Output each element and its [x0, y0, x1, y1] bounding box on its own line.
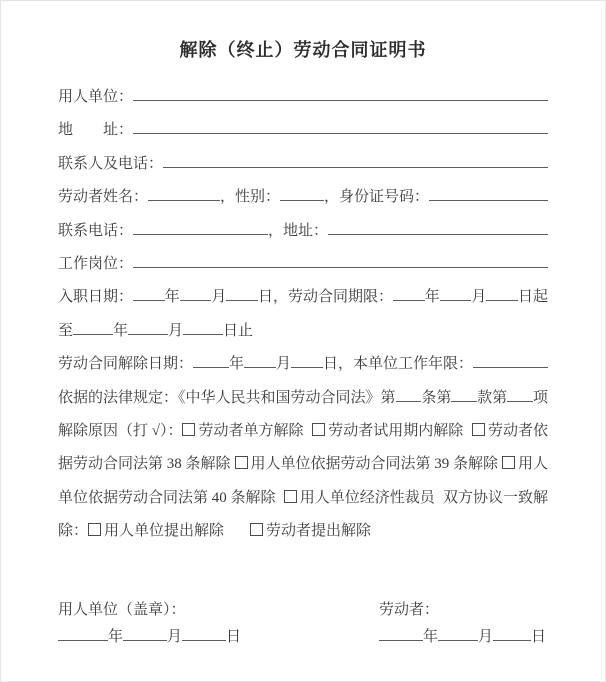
text-label: 月	[168, 322, 184, 339]
text-label: 条第	[421, 389, 452, 406]
spacer	[435, 501, 443, 502]
form-line-termination-reason-1	[58, 419, 548, 452]
text-label: ，地址：	[268, 222, 329, 239]
form-line-termination-date-service-years	[58, 352, 548, 385]
text-label: 日	[531, 629, 547, 646]
signature-employee-label: 劳动者：	[379, 602, 440, 619]
page-title: 解除（终止）劳动合同证明书	[179, 40, 427, 60]
text-label: ，身份证号码：	[324, 189, 430, 206]
spacer	[224, 534, 250, 535]
checkbox-employer-article40	[502, 456, 515, 469]
signature-employee	[379, 598, 548, 646]
text-label: 月	[167, 629, 183, 646]
blank-field	[486, 298, 518, 301]
blank-field	[133, 298, 165, 301]
text-label: 用人单位依据劳动合同法第 39 条解除	[250, 456, 499, 473]
text-label: 款第	[477, 389, 508, 406]
blank-field	[379, 638, 423, 641]
text-label: 据劳动合同法第 38 条解除	[58, 456, 231, 473]
blank-field	[133, 265, 548, 268]
blank-field	[133, 232, 268, 235]
checkbox-employee-probation	[312, 423, 325, 436]
form-line-contact-person-phone	[58, 152, 548, 185]
form-line-termination-reason-4	[58, 519, 548, 552]
signature-section	[1, 598, 605, 646]
text-label: 用人	[518, 456, 549, 473]
text-label: 入职日期：	[58, 289, 134, 306]
form-line-employer-address	[58, 118, 548, 151]
blank-field	[128, 332, 168, 335]
text-label: 双方协议一致解	[443, 489, 549, 506]
text-label: 劳动者提出解除	[266, 523, 372, 540]
text-label: 解除原因（打 √）：	[58, 422, 183, 439]
text-label: 单位依据劳动合同法第 40 条解除	[58, 489, 276, 506]
spacer	[304, 434, 313, 435]
text-label: 日，本单位工作年限：	[323, 356, 474, 373]
text-label: 年	[229, 356, 245, 373]
text-label: 至	[58, 322, 74, 339]
blank-field	[396, 399, 422, 402]
blank-field	[182, 638, 226, 641]
text-label: 项	[532, 389, 548, 406]
text-label: 月	[211, 289, 227, 306]
blank-field	[291, 365, 323, 368]
text-label: 用人单位：	[58, 89, 134, 105]
checkbox-employer-layoff	[284, 490, 297, 503]
form-line-contract-term-end	[58, 319, 548, 352]
text-label: 劳动者依	[487, 422, 548, 439]
blank-field	[73, 332, 113, 335]
blank-field	[123, 638, 167, 641]
text-label: 劳动者试用期内解除	[328, 422, 464, 439]
text-label: 劳动者姓名：	[58, 189, 149, 206]
text-label: 劳动者单方解除	[198, 422, 304, 439]
blank-field	[429, 198, 548, 201]
signature-employer-label: 用人单位（盖章）：	[58, 602, 186, 619]
blank-field	[438, 638, 478, 641]
text-label: 用人单位提出解除	[104, 523, 225, 540]
blank-field	[133, 98, 548, 101]
form-line-worker-phone-address	[58, 219, 548, 252]
checkbox-employee-article38	[472, 423, 485, 436]
text-label: 劳动合同解除日期：	[58, 356, 194, 373]
form-lines	[1, 85, 605, 552]
text-label: 工作岗位：	[58, 255, 134, 272]
spacer	[463, 434, 472, 435]
form-line-employer-name	[58, 85, 548, 118]
checkbox-employee-unilateral	[182, 423, 195, 436]
blank-field	[473, 365, 548, 368]
text-label: 年	[108, 629, 124, 646]
spacer	[276, 501, 284, 502]
text-label: 日	[226, 629, 242, 646]
blank-field	[393, 298, 425, 301]
text-label: 日起	[518, 289, 549, 306]
form-line-termination-reason-3	[58, 486, 548, 519]
signature-employer-date	[58, 625, 379, 646]
text-label: 联系电话：	[58, 222, 134, 239]
text-label: 年	[164, 289, 180, 306]
checkbox-employer-article39	[235, 456, 248, 469]
text-label: 年	[113, 322, 129, 339]
form-line-job-position	[58, 252, 548, 285]
signature-employer	[58, 598, 379, 646]
blank-field	[148, 198, 220, 201]
text-label: 月	[471, 289, 487, 306]
blank-field	[328, 232, 548, 235]
form-line-termination-reason-2	[58, 452, 548, 485]
text-label: ，性别：	[220, 189, 281, 206]
text-label: 用人单位经济性裁员	[299, 489, 435, 506]
blank-field	[193, 365, 229, 368]
text-label: 月	[478, 629, 494, 646]
blank-field	[133, 131, 548, 134]
text-label: 联系人及电话：	[58, 155, 164, 172]
blank-field	[226, 298, 258, 301]
checkbox-employer-proposed	[88, 523, 101, 536]
blank-field	[493, 638, 531, 641]
blank-field	[183, 332, 223, 335]
text-label: 日，劳动合同期限：	[258, 289, 394, 306]
text-label: 依据的法律规定：《中华人民共和国劳动合同法》第	[58, 389, 396, 406]
blank-field	[163, 165, 548, 168]
text-label: 月	[276, 356, 292, 373]
form-line-hire-date-contract-term	[58, 285, 548, 318]
blank-field	[440, 298, 472, 301]
form-line-legal-basis	[58, 386, 548, 419]
blank-field	[507, 399, 533, 402]
blank-field	[58, 638, 108, 641]
blank-field	[180, 298, 212, 301]
form-line-worker-name-gender-id	[58, 185, 548, 218]
checkbox-employee-proposed	[250, 523, 263, 536]
text-label: 地 址：	[58, 122, 134, 139]
text-label: 除：	[58, 523, 89, 540]
blank-field	[280, 198, 324, 201]
text-label: 年	[423, 629, 439, 646]
signature-employee-date	[379, 625, 548, 646]
blank-field	[451, 399, 477, 402]
text-label: 日止	[223, 322, 254, 339]
blank-field	[244, 365, 276, 368]
text-label: 年	[424, 289, 440, 306]
